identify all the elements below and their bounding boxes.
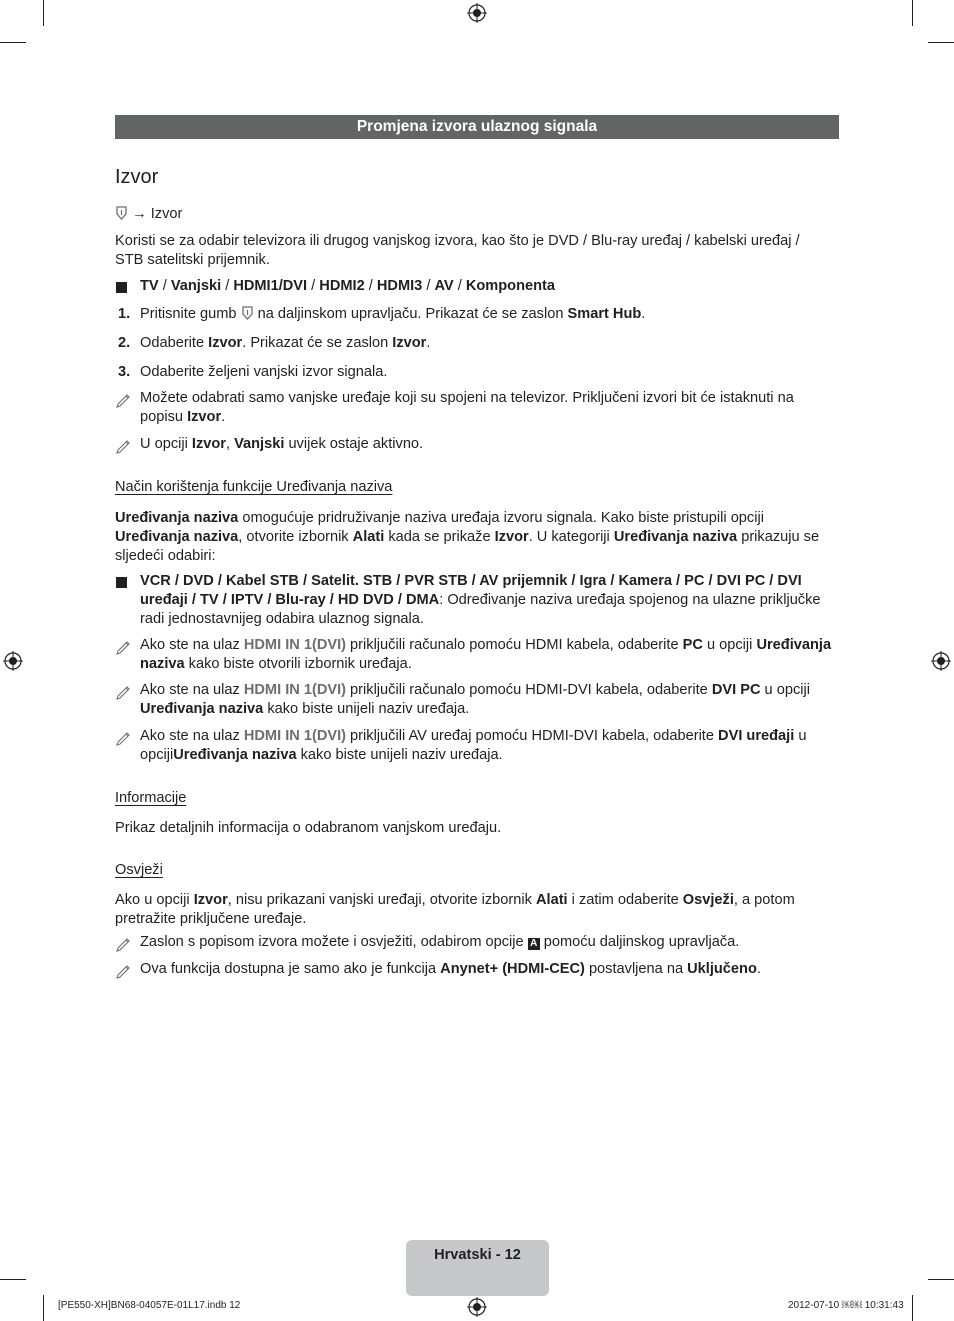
section-banner: Promjena izvora ulaznog signala: [115, 115, 839, 139]
path-arrow: →: [132, 206, 147, 222]
step-1: Pritisnite gumb na daljinskom upravljaču. Prikazat će se zaslon Smart Hub.: [140, 306, 646, 322]
source-button-icon: [241, 306, 254, 320]
crop-mark: [0, 1279, 26, 1280]
path-label: Izvor: [150, 206, 183, 222]
step-number: 1.: [118, 306, 131, 322]
edit-name-paragraph: Uređivanja naziva omogućuje pridruživanje naziva uređaja izvoru signala. Kako biste pristupili opciji Uređivanja naziva, otvorite izbornik Alati kada se prikaže Izvor. U kategoriji Uređivanja naziva prikazuju se sljedeći odabiri:: [115, 510, 820, 564]
bullet-square: [116, 577, 127, 588]
bullet-square: [116, 282, 127, 293]
subsection-title: Informacije: [115, 790, 187, 806]
registration-mark-icon: [931, 651, 951, 671]
note-pencil-icon: [115, 436, 133, 454]
registration-mark-icon: [467, 3, 487, 23]
step-number: 3.: [118, 364, 131, 380]
crop-mark: [912, 0, 913, 26]
source-button-icon: [115, 206, 128, 220]
note-anynet: Ova funkcija dostupna je samo ako je funkcija Anynet+ (HDMI-CEC) postavljena na Uključeno.: [140, 961, 761, 977]
note-hdmi-pc: Ako ste na ulaz HDMI IN 1(DVI) priključili računalo pomoću HDMI kabela, odaberite PC u opciji Uređivanja naziva kako biste otvorili izbornik uređaja.: [140, 637, 832, 672]
crop-mark: [43, 0, 44, 26]
crop-mark: [43, 1295, 44, 1321]
info-paragraph: Prikaz detaljnih informacija o odabranom vanjskom uređaju.: [115, 820, 502, 836]
note-pencil-icon: [115, 728, 133, 746]
footer-file: [PE550-XH]BN68-04057E-01L17.indb 12: [58, 1300, 241, 1311]
step-2: Odaberite Izvor. Prikazat će se zaslon Izvor.: [140, 335, 431, 351]
intro-paragraph: Koristi se za odabir televizora ili drugog vanjskog izvora, kao što je DVD / Blu-ray uređaj / kabelski uređaj / STB satelitski prijemnik.: [115, 233, 800, 268]
menu-path: [115, 205, 182, 224]
note-refresh: Zaslon s popisom izvora možete i osvježiti, odabirom opcije A pomoću daljinskog upravljača.: [140, 934, 740, 950]
note-pencil-icon: [115, 682, 133, 700]
note-1: Možete odabrati samo vanjske uređaje koji su spojeni na televizor. Priključeni izvori bit će istaknuti na popisu Izvor.: [140, 390, 794, 425]
note-pencil-icon: [115, 934, 133, 952]
page-number: Hrvatski - 12: [434, 1247, 521, 1263]
crop-mark: [928, 1279, 954, 1280]
subsection-title: Način korištenja funkcije Uređivanja naziva: [115, 479, 393, 495]
source-list: TV / Vanjski / HDMI1/DVI / HDMI2 / HDMI3 / AV / Komponenta: [140, 278, 555, 294]
page-number-tab: [406, 1240, 549, 1296]
note-hdmi-dvi-av: Ako ste na ulaz HDMI IN 1(DVI) priključili AV uređaj pomoću HDMI-DVI kabela, odaberite DVI uređaji u opcijiUređivanja naziva kako biste unijeli naziv uređaja.: [140, 728, 807, 763]
crop-mark: [912, 1295, 913, 1321]
note-pencil-icon: [115, 637, 133, 655]
subsection-title: Osvježi: [115, 862, 163, 878]
registration-mark-icon: [467, 1297, 487, 1317]
device-list: VCR / DVD / Kabel STB / Satelit. STB / PVR STB / AV prijemnik / Igra / Kamera / PC / DVI PC / DVI uređaji / TV / IPTV / Blu-ray / HD DVD / DMA: Određivanje naziva uređaja spojenog na ulazne priključke radi jednostavnijeg odabira ulaznog signala.: [140, 573, 821, 627]
crop-mark: [0, 42, 26, 43]
note-pencil-icon: [115, 961, 133, 979]
step-number: 2.: [118, 335, 131, 351]
page-title: Izvor: [115, 166, 159, 188]
step-3: Odaberite željeni vanjski izvor signala.: [140, 364, 388, 380]
note-2: U opciji Izvor, Vanjski uvijek ostaje aktivno.: [140, 436, 424, 452]
registration-mark-icon: [3, 651, 23, 671]
footer-timestamp: 2012-07-10 ￼￼ 10:31:43: [788, 1300, 904, 1311]
red-a-button-icon: A: [528, 938, 540, 950]
crop-mark: [928, 42, 954, 43]
note-hdmi-dvi-pc: Ako ste na ulaz HDMI IN 1(DVI) priključili računalo pomoću HDMI-DVI kabela, odaberite DVI PC u opciji Uređivanja naziva kako biste unijeli naziv uređaja.: [140, 682, 810, 717]
refresh-paragraph: Ako u opciji Izvor, nisu prikazani vanjski uređaji, otvorite izbornik Alati i zatim odaberite Osvježi, a potom pretražite priključene uređaje.: [115, 892, 795, 927]
note-pencil-icon: [115, 390, 133, 408]
